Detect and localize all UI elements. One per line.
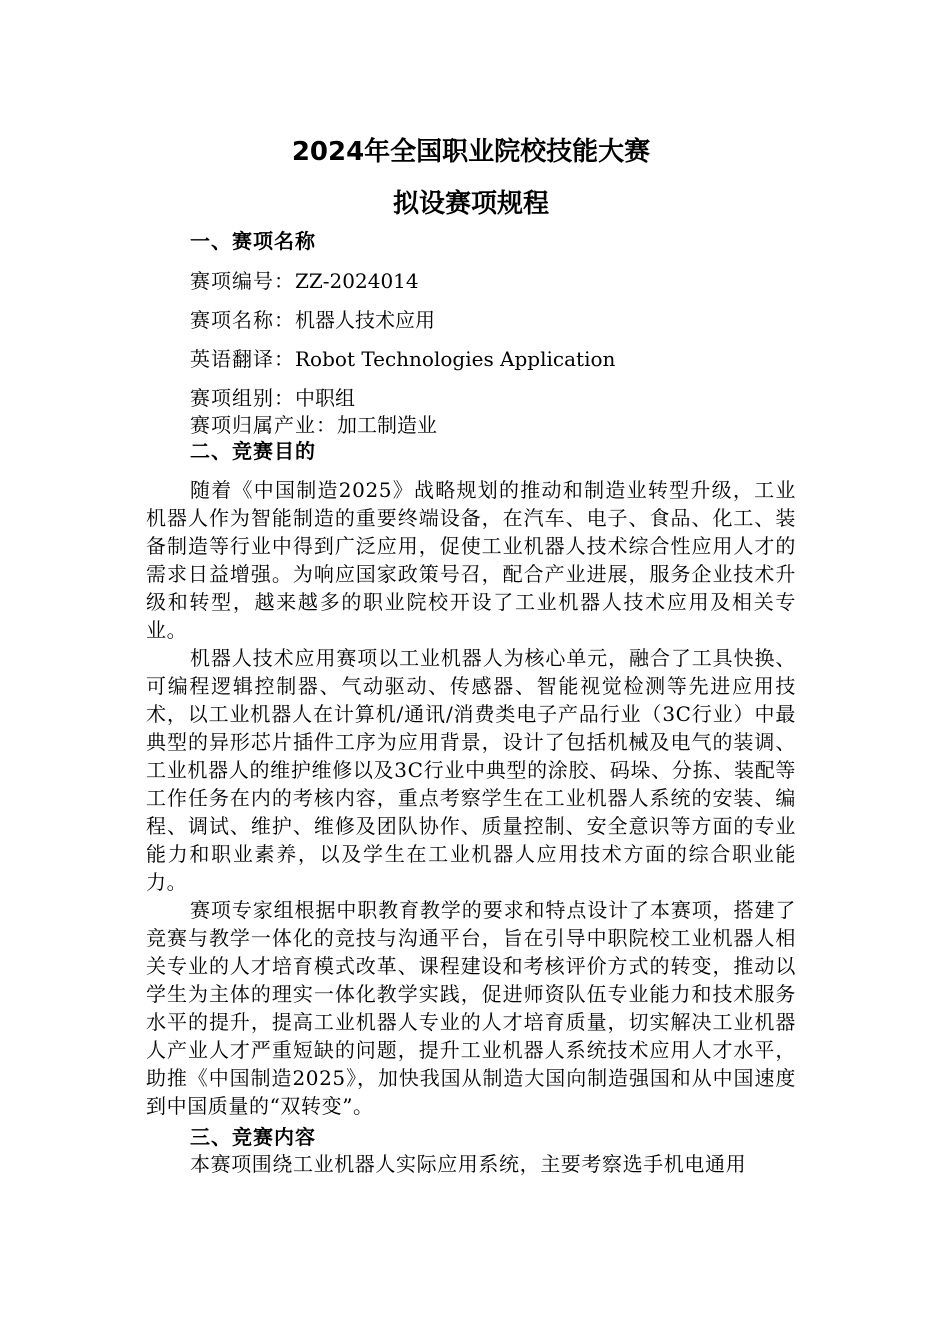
info-row-english <box>146 346 796 372</box>
paragraph-purpose-3: 赛项专家组根据中职教育教学的要求和特点设计了本赛项，搭建了竞赛与教学一体化的竞技与沟通平台，旨在引导中职院校工业机器人相关专业的人才培育模式改革、课程建设和考核评价方式的转变，推动以学生为主体的理实一体化教学实践，促进师资队伍专业能力和技术服务水平的提升，提高工业机器人专业的人才培育质量，切实解决工业机器人产业人才严重短缺的问题，提升工业机器人系统技术应用人才水平，助推《中国制造2025》，加快我国从制造大国向制造强国和从中国速度到中国质量的“双转变”。 <box>146 898 796 1118</box>
info-row-code <box>146 268 796 294</box>
document-title: 2024年全国职业院校技能大赛 <box>291 137 651 167</box>
info-label: 赛项名称： <box>190 308 295 332</box>
info-value: ZZ-2024014 <box>295 269 419 293</box>
info-label: 赛项组别： <box>190 386 295 410</box>
info-label: 赛项编号： <box>190 269 295 293</box>
info-row-industry <box>146 412 796 438</box>
info-row-name <box>146 307 796 333</box>
paragraph-purpose-1: 随着《中国制造2025》战略规划的推动和制造业转型升级，工业机器人作为智能制造的重要终端设备，在汽车、电子、食品、化工、装备制造等行业中得到广泛应用，促使工业机器人技术综合性应用人才的需求日益增强。为响应国家政策号召，配合产业进展，服务企业技术升级和转型，越来越多的职业院校开设了工业机器人技术应用及相关专业。 <box>146 478 796 642</box>
info-label: 英语翻译： <box>190 347 295 371</box>
info-value: 加工制造业 <box>337 413 437 437</box>
info-value: 机器人技术应用 <box>295 308 435 332</box>
section-heading-name: 一、赛项名称 <box>190 229 316 253</box>
info-label: 赛项归属产业： <box>190 413 337 437</box>
document-subtitle: 拟设赛项规程 <box>392 189 549 219</box>
info-value: 中职组 <box>295 386 355 410</box>
paragraph-content-1: 本赛项围绕工业机器人实际应用系统，主要考察选手机电通用 <box>190 1152 747 1176</box>
info-value: Robot Technologies Application <box>295 347 616 371</box>
info-row-group <box>146 385 796 411</box>
section-heading-content: 三、竞赛内容 <box>190 1125 316 1149</box>
section-heading-purpose: 二、竞赛目的 <box>190 439 316 463</box>
paragraph-purpose-2: 机器人技术应用赛项以工业机器人为核心单元，融合了工具快换、可编程逻辑控制器、气动驱动、传感器、智能视觉检测等先进应用技术，以工业机器人在计算机/通讯/消费类电子产品行业（3C行业）中最典型的异形芯片插件工序为应用背景，设计了包括机械及电气的装调、工业机器人的维护维修以及3C行业中典型的涂胶、码垛、分拣、装配等工作任务在内的考核内容，重点考察学生在工业机器人系统的安装、编程、调试、维护、维修及团队协作、质量控制、安全意识等方面的专业能力和职业素养，以及学生在工业机器人应用技术方面的综合职业能力。 <box>146 646 796 894</box>
